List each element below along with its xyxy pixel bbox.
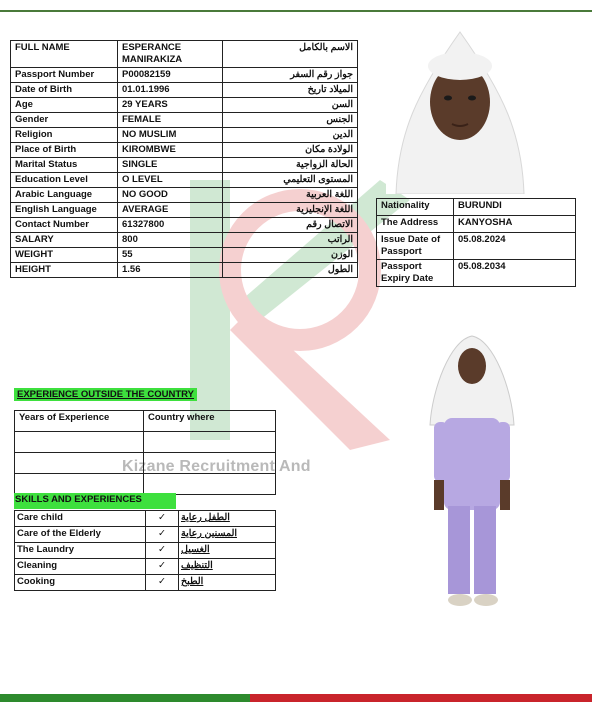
info-row xyxy=(11,218,358,233)
skill-label: Care child xyxy=(15,511,146,527)
info-row xyxy=(11,83,358,98)
check-icon: ✓ xyxy=(146,511,179,527)
watermark-text: Kizane Recruitment And xyxy=(122,458,311,475)
experience-table xyxy=(14,410,276,495)
field-label-arabic: الوزن xyxy=(223,248,358,263)
field-label: Gender xyxy=(11,113,118,128)
field-label-arabic: الطول xyxy=(223,263,358,278)
full-body-photo xyxy=(420,330,524,612)
field-label-arabic: الحالة الزواجية xyxy=(223,158,358,173)
field-label: Date of Birth xyxy=(11,83,118,98)
skill-label: Care of the Elderly xyxy=(15,527,146,543)
field-value: BURUNDI xyxy=(454,199,576,216)
field-value: FEMALE xyxy=(118,113,223,128)
field-label-arabic: الاتصال رقم xyxy=(223,218,358,233)
field-label-arabic: الجنس xyxy=(223,113,358,128)
field-label: HEIGHT xyxy=(11,263,118,278)
field-value: 05.08.2034 xyxy=(454,260,576,287)
field-label: SALARY xyxy=(11,233,118,248)
field-value: NO GOOD xyxy=(118,188,223,203)
field-value: SINGLE xyxy=(118,158,223,173)
field-value: 55 xyxy=(118,248,223,263)
field-label: FULL NAME xyxy=(11,41,118,68)
info-row xyxy=(11,98,358,113)
info-row xyxy=(11,113,358,128)
field-value: 29 YEARS xyxy=(118,98,223,113)
skill-label-arabic: الطفل رعاية xyxy=(179,511,276,527)
info-row xyxy=(11,128,358,143)
experience-heading: EXPERIENCE OUTSIDE THE COUNTRY xyxy=(14,388,197,401)
field-value: O LEVEL xyxy=(118,173,223,188)
field-label-arabic: السن xyxy=(223,98,358,113)
experience-row xyxy=(15,432,276,453)
field-value: NO MUSLIM xyxy=(118,128,223,143)
field-label-arabic: الولادة مكان xyxy=(223,143,358,158)
info-row xyxy=(11,143,358,158)
years-of-experience-header: Years of Experience xyxy=(15,411,144,432)
field-label: WEIGHT xyxy=(11,248,118,263)
skills-heading: SKILLS AND EXPERIENCES xyxy=(14,493,176,509)
field-value: 800 xyxy=(118,233,223,248)
field-label-arabic: الراتب xyxy=(223,233,358,248)
field-label: Marital Status xyxy=(11,158,118,173)
skill-row xyxy=(15,527,276,543)
field-label: Education Level xyxy=(11,173,118,188)
info-row xyxy=(11,233,358,248)
bottom-color-bar xyxy=(0,694,592,702)
field-label: Age xyxy=(11,98,118,113)
skill-label-arabic: المسنين رعاية xyxy=(179,527,276,543)
experience-cell xyxy=(144,474,276,495)
field-label: The Address xyxy=(377,216,454,233)
skill-row xyxy=(15,511,276,527)
info-row xyxy=(11,203,358,218)
field-value: 1.56 xyxy=(118,263,223,278)
experience-cell xyxy=(144,432,276,453)
skill-label-arabic: الغسيل xyxy=(179,543,276,559)
portrait-photo xyxy=(386,24,534,194)
field-value: P00082159 xyxy=(118,68,223,83)
field-value: KIROMBWE xyxy=(118,143,223,158)
check-icon: ✓ xyxy=(146,575,179,591)
field-label: Passport Number xyxy=(11,68,118,83)
skill-label-arabic: التنظيف xyxy=(179,559,276,575)
skill-row xyxy=(15,543,276,559)
field-value: 61327800 xyxy=(118,218,223,233)
info-row xyxy=(11,263,358,278)
info-row xyxy=(11,248,358,263)
check-icon: ✓ xyxy=(146,527,179,543)
field-label-arabic: اللغة الإنجليزية xyxy=(223,203,358,218)
skill-label: Cleaning xyxy=(15,559,146,575)
check-icon: ✓ xyxy=(146,543,179,559)
check-icon: ✓ xyxy=(146,559,179,575)
skill-label: Cooking xyxy=(15,575,146,591)
passport-row xyxy=(377,199,576,216)
passport-row xyxy=(377,260,576,287)
field-label: English Language xyxy=(11,203,118,218)
experience-header-row xyxy=(15,411,276,432)
field-label-arabic: جواز رقم السفر xyxy=(223,68,358,83)
experience-row xyxy=(15,474,276,495)
info-row xyxy=(11,158,358,173)
passport-row xyxy=(377,233,576,260)
field-label-arabic: الميلاد تاريخ xyxy=(223,83,358,98)
country-where-header: Country where xyxy=(144,411,276,432)
passport-info-table xyxy=(376,198,576,287)
field-label: Arabic Language xyxy=(11,188,118,203)
experience-cell xyxy=(15,453,144,474)
field-value: 05.08.2024 xyxy=(454,233,576,260)
info-row xyxy=(11,41,358,68)
skill-label-arabic: الطبخ xyxy=(179,575,276,591)
experience-cell xyxy=(15,432,144,453)
field-label: Passport Expiry Date xyxy=(377,260,454,287)
experience-cell xyxy=(144,453,276,474)
personal-info-table xyxy=(10,40,358,278)
field-value: AVERAGE xyxy=(118,203,223,218)
info-row xyxy=(11,173,358,188)
skill-label: The Laundry xyxy=(15,543,146,559)
experience-row xyxy=(15,453,276,474)
info-row xyxy=(11,188,358,203)
field-label: Contact Number xyxy=(11,218,118,233)
field-label-arabic: الدين xyxy=(223,128,358,143)
field-label-arabic: اللغة العربية xyxy=(223,188,358,203)
field-label-arabic: الاسم بالكامل xyxy=(223,41,358,68)
info-row xyxy=(11,68,358,83)
skill-row xyxy=(15,575,276,591)
top-rule xyxy=(0,10,592,12)
field-value: 01.01.1996 xyxy=(118,83,223,98)
passport-row xyxy=(377,216,576,233)
field-label: Nationality xyxy=(377,199,454,216)
field-value: ESPERANCE MANIRAKIZA xyxy=(118,41,223,68)
skill-row xyxy=(15,559,276,575)
field-label: Place of Birth xyxy=(11,143,118,158)
field-label: Issue Date of Passport xyxy=(377,233,454,260)
field-label: Religion xyxy=(11,128,118,143)
skills-table xyxy=(14,510,276,591)
field-label-arabic: المستوى التعليمي xyxy=(223,173,358,188)
experience-cell xyxy=(15,474,144,495)
field-value: KANYOSHA xyxy=(454,216,576,233)
